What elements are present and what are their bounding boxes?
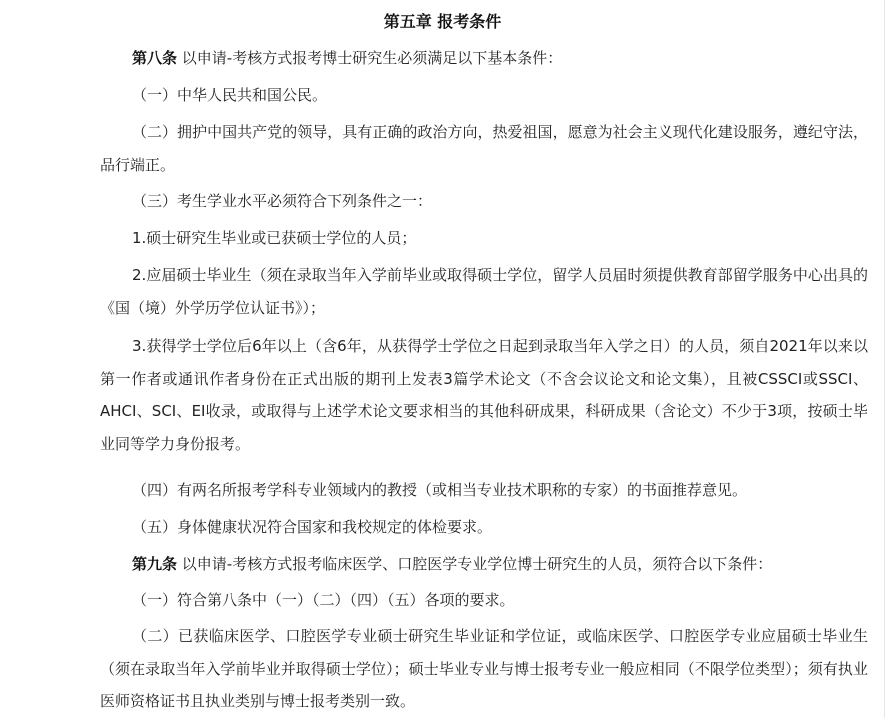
article-8-item-1: （一）中华人民共和国公民。	[132, 86, 328, 104]
article-9-label: 第九条	[132, 555, 178, 573]
chapter-title: 第五章 报考条件	[383, 12, 502, 31]
article-8-condition-3: 3.获得学士学位后6年以上（含6年，从获得学士学位之日起到录取当年入学之日）的人员，须自2021年以来以第一作者或通讯作者身份在正式出版的期刊上发表3篇学术论文（不含会议论文和论文集），且被CSSCI或SSCI、AHCI、SCI、EI收录，或取得与上述学术论文要求相当的其他科研成果，科研成果（含论文）不少于3项，按硕士毕业同等学力身份报考。	[100, 337, 868, 453]
article-8-text: 以申请-考核方式报考博士研究生必须满足以下基本条件：	[177, 49, 563, 67]
article-9-paragraph	[100, 548, 868, 581]
article-8-label: 第八条	[132, 49, 178, 67]
article-8-item-3: （三）考生学业水平必须符合下列条件之一：	[132, 192, 433, 210]
article-8-item-5: （五）身体健康状况符合国家和我校规定的体检要求。	[132, 518, 493, 536]
article-8-item-2: （二）拥护中国共产党的领导，具有正确的政治方向，热爱祖国，愿意为社会主义现代化建设服务，遵纪守法，品行端正。	[100, 123, 868, 174]
article-8-item-4: （四）有两名所报考学科专业领域内的教授（或相当专业技术职称的专家）的书面推荐意见。	[132, 481, 748, 499]
article-8-condition-2: 2.应届硕士毕业生（须在录取当年入学前毕业或取得硕士学位，留学人员届时须提供教育部留学服务中心出具的《国（境）外学历学位认证书》）；	[100, 266, 868, 317]
article-9-item-2: （二）已获临床医学、口腔医学专业硕士研究生毕业证和学位证，或临床医学、口腔医学专业应届硕士毕业生（须在录取当年入学前毕业并取得硕士学位）；硕士毕业专业与博士报考专业一般应相同（不限学位类型）；须有执业医师资格证书且执业类别与博士报考类别一致。	[100, 627, 868, 710]
article-9-text: 以申请-考核方式报考临床医学、口腔医学专业学位博士研究生的人员，须符合以下条件：	[177, 555, 773, 573]
article-9-item-1: （一）符合第八条中（一）（二）（四）（五）各项的要求。	[132, 591, 515, 609]
article-8-condition-1: 1.硕士研究生毕业或已获硕士学位的人员；	[132, 229, 417, 247]
article-8-paragraph	[100, 42, 868, 75]
